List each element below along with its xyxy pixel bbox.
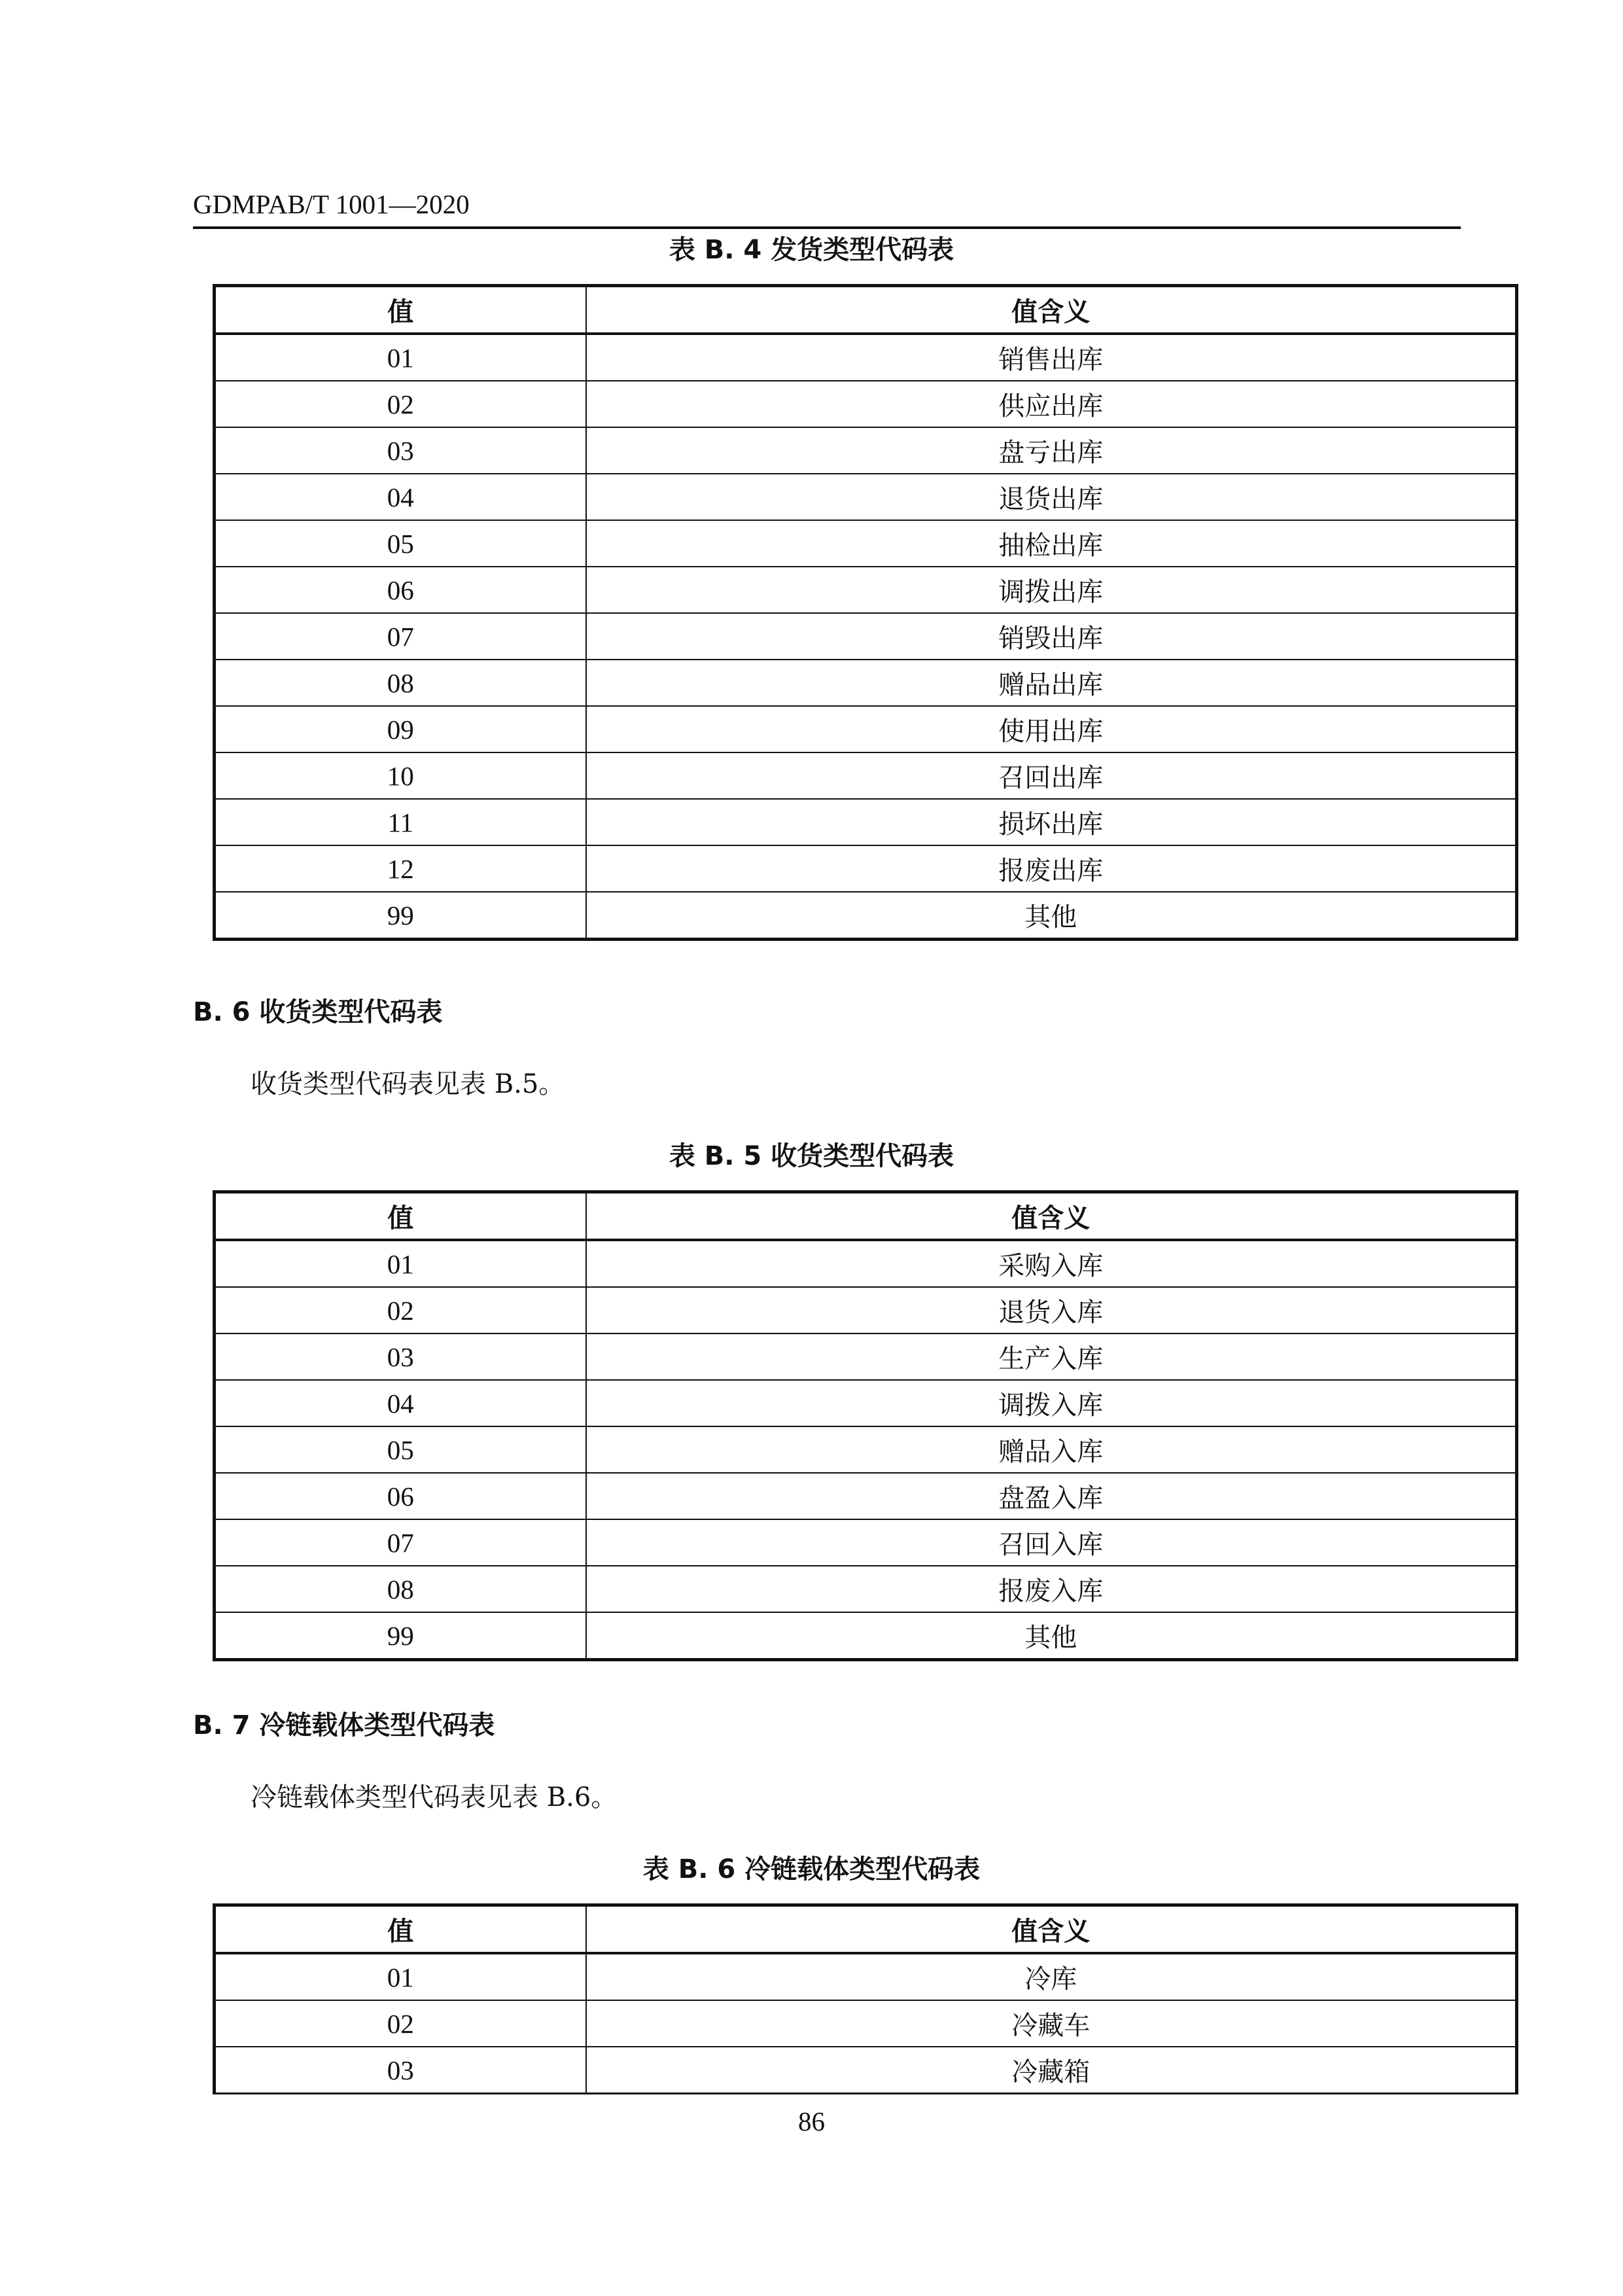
page-number: 86 — [798, 2106, 825, 2136]
meaning-cell: 使用出库 — [586, 706, 1517, 752]
meaning-cell: 调拨入库 — [586, 1380, 1517, 1426]
meaning-cell: 生产入库 — [586, 1333, 1517, 1380]
code-cell: 06 — [215, 1473, 586, 1519]
meaning-cell: 赠品入库 — [586, 1426, 1517, 1473]
meaning-cell: 冷藏车 — [586, 2000, 1517, 2047]
table-row — [215, 334, 1517, 381]
meaning-cell: 退货入库 — [586, 1287, 1517, 1333]
code-cell: 02 — [215, 381, 586, 427]
meaning-cell: 冷库 — [586, 1953, 1517, 2000]
code-cell: 08 — [215, 1566, 586, 1612]
code-cell: 04 — [215, 474, 586, 520]
table-header-row — [215, 1905, 1517, 1954]
meaning-cell: 赠品出库 — [586, 660, 1517, 706]
table-row — [215, 706, 1517, 752]
table-row — [215, 1426, 1517, 1473]
meaning-cell: 供应出库 — [586, 381, 1517, 427]
meaning-cell: 销售出库 — [586, 334, 1517, 381]
table-row — [215, 1240, 1517, 1287]
code-cell: 99 — [215, 892, 586, 940]
table-row — [215, 660, 1517, 706]
table-row — [215, 474, 1517, 520]
table-b4 — [213, 284, 1518, 941]
meaning-cell: 冷藏箱 — [586, 2047, 1517, 2094]
table-b6-caption: 表 B. 6 冷链载体类型代码表 — [642, 1854, 981, 1884]
code-cell: 01 — [215, 334, 586, 381]
meaning-cell: 采购入库 — [586, 1240, 1517, 1287]
meaning-cell: 损坏出库 — [586, 799, 1517, 845]
section-paragraph-b6: 收货类型代码表见表 B.5。 — [251, 1069, 565, 1099]
code-cell: 07 — [215, 1519, 586, 1566]
meaning-cell: 盘盈入库 — [586, 1473, 1517, 1519]
table-row — [215, 2047, 1517, 2094]
meaning-cell: 报废入库 — [586, 1566, 1517, 1612]
section-heading-b7: B. 7 冷链载体类型代码表 — [193, 1710, 495, 1740]
meaning-cell: 报废出库 — [586, 845, 1517, 892]
table-row — [215, 1380, 1517, 1426]
table-row — [215, 1519, 1517, 1566]
code-cell: 10 — [215, 752, 586, 799]
code-cell: 03 — [215, 2047, 586, 2094]
column-header-value: 值 — [215, 1192, 586, 1241]
table-row — [215, 381, 1517, 427]
column-header-meaning: 值含义 — [586, 286, 1517, 334]
header-rule — [193, 226, 1461, 229]
code-cell: 05 — [215, 520, 586, 567]
meaning-cell: 调拨出库 — [586, 567, 1517, 613]
code-cell: 05 — [215, 1426, 586, 1473]
code-cell: 03 — [215, 1333, 586, 1380]
table-row — [215, 520, 1517, 567]
code-cell: 04 — [215, 1380, 586, 1426]
table-row — [215, 845, 1517, 892]
table-row — [215, 2000, 1517, 2047]
table-header-row — [215, 286, 1517, 334]
table-b6 — [213, 1903, 1518, 2094]
standard-code: GDMPAB/T 1001—2020 — [193, 189, 470, 219]
table-b5-caption: 表 B. 5 收货类型代码表 — [669, 1141, 954, 1171]
code-cell: 08 — [215, 660, 586, 706]
column-header-value: 值 — [215, 1905, 586, 1954]
code-cell: 07 — [215, 613, 586, 660]
code-cell: 11 — [215, 799, 586, 845]
table-row — [215, 799, 1517, 845]
meaning-cell: 盘亏出库 — [586, 427, 1517, 474]
column-header-meaning: 值含义 — [586, 1905, 1517, 1954]
code-cell: 02 — [215, 1287, 586, 1333]
table-row — [215, 1473, 1517, 1519]
table-row — [215, 892, 1517, 940]
code-cell: 03 — [215, 427, 586, 474]
table-row — [215, 752, 1517, 799]
column-header-meaning: 值含义 — [586, 1192, 1517, 1241]
table-row — [215, 427, 1517, 474]
code-cell: 01 — [215, 1240, 586, 1287]
table-row — [215, 1612, 1517, 1660]
code-cell: 99 — [215, 1612, 586, 1660]
table-b4-caption: 表 B. 4 发货类型代码表 — [669, 235, 954, 265]
section-paragraph-b7: 冷链载体类型代码表见表 B.6。 — [251, 1782, 618, 1812]
table-row — [215, 1333, 1517, 1380]
meaning-cell: 召回出库 — [586, 752, 1517, 799]
table-row — [215, 1953, 1517, 2000]
meaning-cell: 其他 — [586, 892, 1517, 940]
meaning-cell: 召回入库 — [586, 1519, 1517, 1566]
table-b5 — [213, 1190, 1518, 1661]
meaning-cell: 退货出库 — [586, 474, 1517, 520]
meaning-cell: 其他 — [586, 1612, 1517, 1660]
table-row — [215, 613, 1517, 660]
code-cell: 09 — [215, 706, 586, 752]
table-row — [215, 1566, 1517, 1612]
meaning-cell: 销毁出库 — [586, 613, 1517, 660]
column-header-value: 值 — [215, 286, 586, 334]
table-row — [215, 1287, 1517, 1333]
code-cell: 02 — [215, 2000, 586, 2047]
table-row — [215, 567, 1517, 613]
table-header-row — [215, 1192, 1517, 1241]
meaning-cell: 抽检出库 — [586, 520, 1517, 567]
code-cell: 06 — [215, 567, 586, 613]
code-cell: 01 — [215, 1953, 586, 2000]
code-cell: 12 — [215, 845, 586, 892]
section-heading-b6: B. 6 收货类型代码表 — [193, 997, 443, 1027]
